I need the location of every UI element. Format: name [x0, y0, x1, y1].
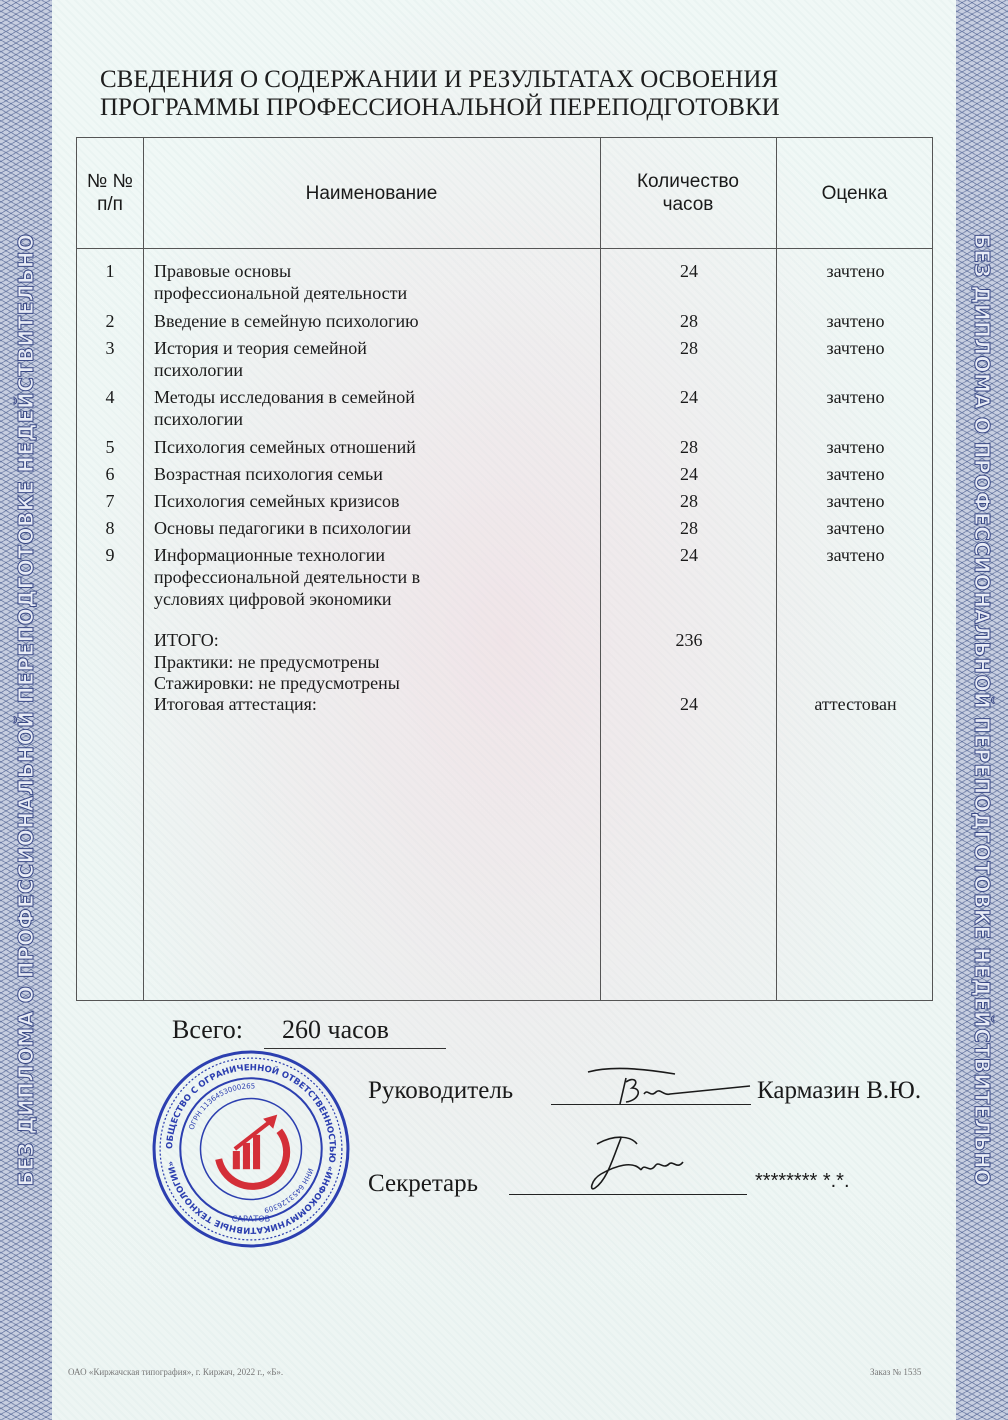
row-hours: 28: [680, 311, 698, 331]
column-divider: [143, 138, 144, 1000]
summary-final-grade: аттестован: [814, 694, 897, 714]
row-name-line: Психология семейных отношений: [154, 437, 416, 457]
row-number: 2: [105, 311, 115, 331]
row-name-line: психологии: [154, 409, 243, 429]
row-number: 8: [105, 518, 115, 538]
stamp-inn: ИНН 6453126309: [263, 1167, 316, 1216]
results-table: [76, 137, 933, 1001]
right-border-text: БЕЗ ДИПЛОМА О ПРОФЕССИОНАЛЬНОЙ ПЕРЕПОДГОТОВКЕ НЕДЕЙСТВИТЕЛЬНО: [970, 233, 994, 1187]
header-num: [77, 138, 143, 248]
row-grade: зачтено: [826, 311, 885, 331]
order-number: Заказ № 1535: [870, 1367, 922, 1377]
stamp-org-ring: ОБЩЕСТВО С ОГРАНИЧЕННОЙ ОТВЕТСТВЕННОСТЬЮ «ИНФОКОММУНИКАТИВНЫЕ ТЕХНОЛОГИИ»: [165, 1063, 337, 1235]
head-name: Кармазин В.Ю.: [757, 1077, 922, 1104]
total-label: Всего:: [172, 1015, 243, 1044]
title-line-2: ПРОГРАММЫ ПРОФЕССИОНАЛЬНОЙ ПЕРЕПОДГОТОВКИ: [100, 94, 780, 121]
header-name: Наименование: [305, 182, 438, 204]
row-grade: зачтено: [826, 545, 885, 565]
row-name-line: Основы педагогики в психологии: [154, 518, 412, 538]
row-hours: 24: [680, 261, 698, 281]
row-hours: 24: [680, 387, 698, 407]
header-divider: [77, 248, 932, 249]
row-number: 6: [105, 464, 115, 484]
row-hours: 28: [680, 338, 698, 358]
secretary-label: Секретарь: [368, 1170, 479, 1197]
row-grade: зачтено: [826, 387, 885, 407]
left-border-text: БЕЗ ДИПЛОМА О ПРОФЕССИОНАЛЬНОЙ ПЕРЕПОДГОТОВКЕ НЕДЕЙСТВИТЕЛЬНО: [14, 233, 38, 1187]
stamp-logo-icon: [219, 1115, 287, 1187]
row-name: [154, 386, 594, 430]
row-name: [154, 337, 594, 381]
row-name-line: Введение в семейную психологию: [154, 311, 419, 331]
row-hours: 28: [680, 491, 698, 511]
row-name-line: Правовые основы: [154, 261, 292, 281]
header-num-line-1: № №: [86, 171, 134, 192]
summary-final-hours: 24: [680, 694, 698, 714]
right-security-border: [956, 0, 1008, 1420]
head-signature-icon: [580, 1064, 755, 1109]
organization-stamp: [150, 1048, 352, 1250]
header-hours-line-1: Количество: [636, 171, 740, 192]
row-grade: зачтено: [826, 464, 885, 484]
row-number: 5: [105, 437, 115, 457]
row-name: [154, 260, 594, 304]
row-name-line: Психология семейных кризисов: [154, 491, 400, 511]
row-number: 9: [105, 545, 115, 565]
row-name-line: условиях цифровой экономики: [154, 589, 392, 609]
summary-total-label: ИТОГО:: [154, 630, 219, 650]
header-hours-line-2: часов: [662, 194, 714, 215]
row-name: [154, 463, 594, 485]
total-value: 260 часов: [264, 1015, 446, 1049]
summary-final-label: Итоговая аттестация:: [154, 694, 317, 714]
secretary-signature-icon: [585, 1130, 705, 1200]
row-number: 3: [105, 338, 115, 358]
summary-internship: Стажировки: не предусмотрены: [154, 673, 400, 693]
row-name: [154, 490, 594, 512]
header-hours: [600, 138, 776, 248]
row-name-line: Возрастная психология семьи: [154, 464, 383, 484]
row-name-line: профессиональной деятельности: [154, 283, 408, 303]
row-number: 1: [105, 261, 115, 281]
row-grade: зачтено: [826, 338, 885, 358]
row-number: 4: [105, 387, 115, 407]
row-hours: 28: [680, 437, 698, 457]
left-security-border: [0, 0, 52, 1420]
stamp-ogrn: ОГРН 1136453000265: [186, 1081, 256, 1131]
title-line-1: СВЕДЕНИЯ О СОДЕРЖАНИИ И РЕЗУЛЬТАТАХ ОСВОЕНИЯ: [100, 66, 779, 93]
row-name-line: Методы исследования в семейной: [154, 387, 415, 407]
printer-imprint: ОАО «Киржачская типография», г. Киржач, 2022 г., «Б».: [68, 1367, 284, 1377]
row-hours: 28: [680, 518, 698, 538]
row-grade: зачтено: [826, 437, 885, 457]
header-grade: Оценка: [821, 182, 888, 204]
row-grade: зачтено: [826, 261, 885, 281]
header-num-line-2: п/п: [97, 194, 123, 215]
summary-practice: Практики: не предусмотрены: [154, 652, 380, 672]
head-label: Руководитель: [368, 1077, 514, 1104]
stamp-city: САРАТОВ: [231, 1213, 271, 1224]
row-name: [154, 544, 594, 610]
row-name: [154, 517, 594, 539]
row-grade: зачтено: [826, 491, 885, 511]
row-name-line: История и теория семейной: [154, 338, 367, 358]
row-hours: 24: [680, 464, 698, 484]
row-number: 7: [105, 491, 115, 511]
row-name: [154, 310, 594, 332]
row-name-line: Информационные технологии: [154, 545, 386, 565]
row-name-line: психологии: [154, 360, 243, 380]
row-name: [154, 436, 594, 458]
row-name-line: профессиональной деятельности в: [154, 567, 421, 587]
row-grade: зачтено: [826, 518, 885, 538]
summary-total-hours: 236: [675, 630, 703, 650]
secretary-name: ******** *.*.: [755, 1170, 850, 1192]
page-title: [100, 66, 910, 122]
row-hours: 24: [680, 545, 698, 565]
